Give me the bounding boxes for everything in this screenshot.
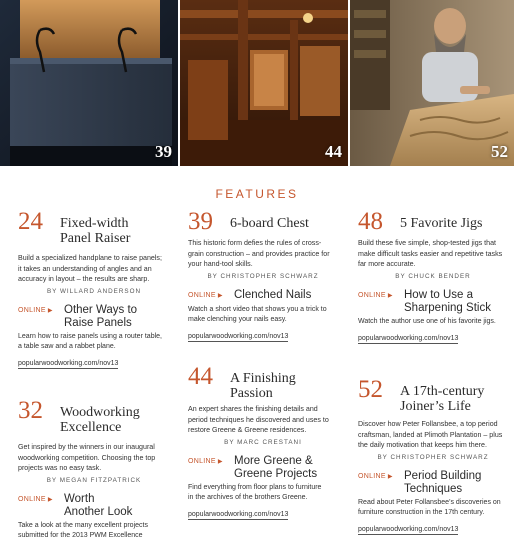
online-extra[interactable] [18,304,170,370]
online-extra[interactable] [188,289,338,343]
online-tag: ONLINE ▶ [188,291,223,299]
arrow-right-icon: ▶ [47,496,53,503]
article-description: Build these five simple, shop-tested jigs that make difficult tasks easier and repetitive tasks far more accurate. [358,239,503,268]
arrow-right-icon: ▶ [387,473,393,480]
article-description: This historic form defies the rules of cross- grain construction – and provides practice for your hand-tool skills. [188,239,330,268]
article-byline: BY CHUCK BENDER [395,272,471,280]
online-title[interactable]: Clenched Nails [234,288,312,301]
online-description: Read about Peter Follansbee’s discoveries on furniture construction in the 17th century. [358,498,501,516]
arrow-right-icon: ▶ [47,307,53,314]
arrow-right-icon: ▶ [217,292,223,299]
article-page-number: 44 [188,363,213,390]
online-title[interactable]: More Greene & Greene Projects [234,454,318,480]
chest-image [0,0,178,166]
online-extra[interactable] [18,493,170,541]
page-number-badge: 52 [491,142,508,161]
article-39[interactable] [188,208,338,343]
photo-6-board-chest[interactable] [0,0,178,166]
page-number-badge: 39 [155,142,172,161]
online-title[interactable]: Worth Another Look [64,492,133,518]
article-page-number: 32 [18,397,43,424]
page-number-badge: 44 [325,142,342,161]
article-title[interactable]: 5 Favorite Jigs [400,216,483,231]
online-description: Watch a short video that shows you a trick to make clenching your nails easy. [188,305,327,323]
photo-joiners-life[interactable] [350,0,514,166]
article-page-number: 39 [188,208,213,235]
online-extra[interactable] [188,455,338,521]
article-52[interactable] [358,376,508,536]
article-byline: BY MEGAN FITZPATRICK [46,476,142,484]
article-byline: BY MARC CRESTANI [224,438,302,446]
article-description: Get inspired by the winners in our inaugural woodworking competition. Choosing the top projects was no easy task. [18,443,156,472]
article-title[interactable]: A Finishing Passion [230,371,296,401]
online-description: Learn how to raise panels using a router table, a table saw and a rabbet plane. [18,332,162,350]
article-description: An expert shares the finishing details and period techniques he discovered and uses to restore Greene & Greene residences. [188,405,329,434]
online-link[interactable]: popularwoodworking.com/nov13 [358,334,459,342]
article-32[interactable] [18,397,170,541]
online-link[interactable]: popularwoodworking.com/nov13 [358,525,459,533]
online-description: Watch the author use one of his favorite jigs. [358,317,496,325]
article-title[interactable]: Woodworking Excellence [60,405,140,435]
photo-strip [0,0,514,166]
online-link[interactable]: popularwoodworking.com/nov13 [18,359,119,367]
article-48[interactable] [358,208,508,345]
article-description: Discover how Peter Follansbee, a top period craftsman, landed at Plimoth Plantation – plus the daily motivation that keeps him there. [358,420,503,449]
carver-image [350,0,514,166]
online-extra[interactable] [358,470,508,536]
article-page-number: 52 [358,376,383,403]
online-title[interactable]: Period Building Techniques [404,469,482,495]
arrow-right-icon: ▶ [217,458,223,465]
article-byline: BY CHRISTOPHER SCHWARZ [377,453,489,461]
article-byline: BY WILLARD ANDERSON [46,287,142,295]
article-title[interactable]: 6-board Chest [230,216,309,231]
online-link[interactable]: popularwoodworking.com/nov13 [188,332,289,340]
online-tag: ONLINE ▶ [358,291,393,299]
article-title[interactable]: A 17th-century Joiner’s Life [400,384,485,414]
photo-finishing-passion[interactable] [180,0,348,166]
article-page-number: 24 [18,208,43,235]
online-extra[interactable] [358,289,508,345]
interior-image [180,0,348,166]
online-description: Find everything from floor plans to furniture in the archives of the brothers Greene. [188,483,322,501]
article-description: Build a specialized handplane to raise panels; it takes an understanding of angles and an accuracy in layout – the results are sharp. [18,254,162,283]
article-44[interactable] [188,363,338,521]
arrow-right-icon: ▶ [387,292,393,299]
online-title[interactable]: How to Use a Sharpening Stick [404,288,491,314]
article-byline: BY CHRISTOPHER SCHWARZ [207,272,319,280]
online-tag: ONLINE ▶ [188,457,223,465]
article-title[interactable]: Fixed-width Panel Raiser [60,216,131,246]
features-heading: FEATURES [215,187,299,201]
online-title[interactable]: Other Ways to Raise Panels [64,303,138,329]
online-tag: ONLINE ▶ [358,472,393,480]
article-24[interactable] [18,208,170,370]
online-link[interactable]: popularwoodworking.com/nov13 [188,510,289,518]
article-page-number: 48 [358,208,383,235]
online-description: Take a look at the many excellent projects submitted for the 2013 PWM Excellence [18,521,148,539]
online-tag: ONLINE ▶ [18,306,53,314]
online-tag: ONLINE ▶ [18,495,53,503]
